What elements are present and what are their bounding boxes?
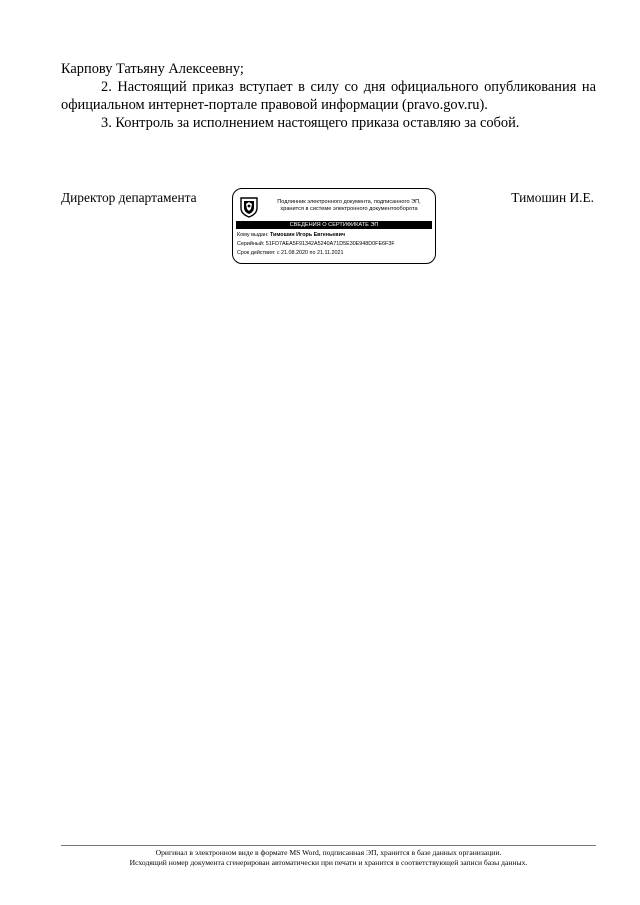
stamp-validity-line xyxy=(237,250,344,257)
stamp-validity-value: с 21.08.2020 по 21.11.2021 xyxy=(276,250,344,256)
stamp-serial-value: 51FD7AEA5F91342A5240A71D5E30E948D0FE6F3F xyxy=(265,241,395,247)
page-footer xyxy=(61,848,596,868)
stamp-owner-label: Кому выдан: xyxy=(237,232,269,238)
body-line-1: Карпову Татьяну Алексеевну; xyxy=(61,61,244,77)
stamp-serial-line xyxy=(237,241,395,248)
body-paragraph-2: 2. Настоящий приказ вступает в силу со дня официального опубликования на официальном интернет-портале правовой информации (pravo.gov.ru). xyxy=(61,79,596,113)
stamp-validity-label: Срок действия: xyxy=(237,250,276,256)
stamp-header-line-2: хранится в системе электронного документооборота xyxy=(280,206,418,212)
digital-signature-stamp xyxy=(232,188,436,264)
signer-position: Директор департамента xyxy=(61,190,197,205)
signer-name: Тимошин И.Е. xyxy=(511,190,594,205)
stamp-owner-value: Тимошин Игорь Евгеньевич xyxy=(269,232,346,238)
footer-line-2: Исходящий номер документа сгенерирован автоматически при печати и хранится в соответствующей записи базы данных. xyxy=(129,858,528,867)
stamp-serial-label: Серийный: xyxy=(237,241,265,247)
footer-divider xyxy=(61,845,596,846)
stamp-header xyxy=(265,199,433,213)
document-body xyxy=(61,60,596,132)
footer-line-1: Оригинал в электронном виде в формате MS Word, подписанная ЭП, хранится в базе данных организации. xyxy=(155,848,502,857)
stamp-owner-line xyxy=(237,232,345,239)
body-paragraph-3: 3. Контроль за исполнением настоящего приказа оставляю за собой. xyxy=(101,115,520,131)
stamp-header-line-1: Подлинник электронного документа, подписанного ЭП, xyxy=(277,199,421,205)
coat-of-arms-icon xyxy=(238,196,260,218)
stamp-certificate-band: СВЕДЕНИЯ О СЕРТИФИКАТЕ ЭП xyxy=(236,221,432,229)
